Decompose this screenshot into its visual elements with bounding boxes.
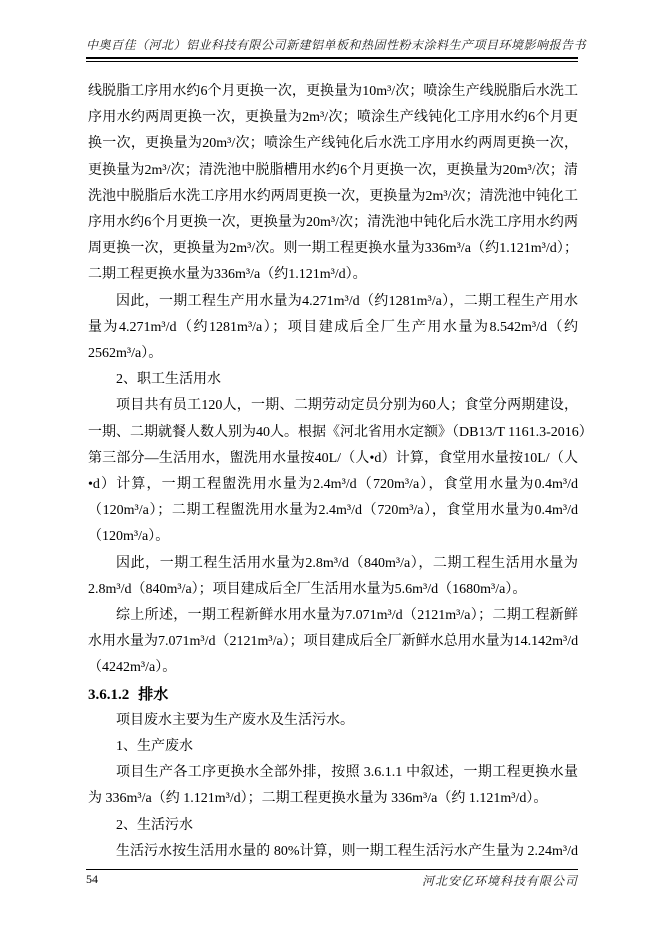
text-line: 序用水约两周更换一次，更换量为2m³/次；喷涂生产线钝化工序用水约6个月更 <box>88 110 578 126</box>
text-line: 2.8m³/d（840m³/a）；项目建成后全厂生活用水量为5.6m³/d（1680m³/a）。 <box>88 581 527 597</box>
text-line: 量为4.271m³/d（约1281m³/a）；项目建成后全厂生产用水量为8.542m³/d（约 <box>88 319 578 335</box>
text-line: 第三部分—生活用水，盥洗用水量按40L/（人•d）计算，食堂用水量按10L/（人 <box>88 450 578 466</box>
text-line: 项目生产各工序更换水全部外排，按照 3.6.1.1 中叙述，一期工程更换水量 <box>116 765 578 781</box>
section-heading-text: 排水 <box>138 685 169 703</box>
text-line: 项目共有员工120人，一期、二期劳动定员分别为60人；食堂分两期建设， <box>116 398 578 414</box>
page-header <box>86 36 587 62</box>
text-line: 因此，一期工程生活用水量为2.8m³/d（840m³/a），二期工程生活用水量为 <box>116 555 578 571</box>
text-line: （120m³/a）。 <box>88 529 170 545</box>
text-line: 更换量为2m³/次；清洗池中脱脂槽用水约6个月更换一次，更换量为20m³/次；清 <box>88 162 578 178</box>
text-line: 换一次，更换量为20m³/次；喷涂生产线钝化后水洗工序用水约两周更换一次， <box>88 136 578 152</box>
section-heading-number: 3.6.1.2 <box>88 686 130 703</box>
text-line: 一期、二期就餐人数人别为40人。根据《河北省用水定额》（DB13/T 1161.3-2016） <box>88 424 593 440</box>
text-line: 项目废水主要为生产废水及生活污水。 <box>116 712 354 728</box>
text-line: 因此，一期工程生产用水量为4.271m³/d（约1281m³/a），二期工程生产用水 <box>116 293 578 309</box>
text-line: 水用水量为7.071m³/d（2121m³/a）；项目建成后全厂新鲜水总用水量为14.142m³/d <box>88 634 579 650</box>
header-rule <box>86 57 578 62</box>
text-line: 周更换一次，更换量为2m³/次。则一期工程更换水量为336m³/a（约1.121m³/d）； <box>88 241 578 257</box>
text-line: 2562m³/a）。 <box>88 346 163 362</box>
text-line: 2、职工生活用水 <box>116 372 221 388</box>
section-heading <box>88 682 578 708</box>
text-line: 二期工程更换水量为336m³/a（约1.121m³/d）。 <box>88 267 367 283</box>
text-line: 序用水约6个月更换一次，更换量为20m³/次；清洗池中钝化后水洗工序用水约两 <box>88 215 578 231</box>
page-footer <box>86 869 578 889</box>
header-title: 中奥百佳（河北）铝业科技有限公司新建铝单板和热固性粉末涂料生产项目环境影响报告书 <box>86 38 587 52</box>
text-line: 1、生产废水 <box>116 739 193 755</box>
text-line: 综上所述，一期工程新鲜水用水量为7.071m³/d（2121m³/a）；二期工程新鲜 <box>116 608 578 624</box>
page-number: 54 <box>86 872 98 886</box>
text-line: 生活污水按生活用水量的 80%计算，则一期工程生活污水产生量为 2.24m³/d <box>116 843 578 859</box>
footer-company: 河北安亿环境科技有限公司 <box>421 874 578 888</box>
text-line: 洗池中脱脂后水洗工序用水约两周更换一次，更换量为2m³/次；清洗池中钝化工 <box>88 188 578 204</box>
document-body <box>88 79 593 865</box>
text-line: （120m³/a）；二期工程盥洗用水量为2.4m³/d（720m³/a），食堂用水量为0.4m³/d <box>88 503 578 519</box>
text-line: 2、生活污水 <box>116 817 193 833</box>
text-line: •d）计算，一期工程盥洗用水量为2.4m³/d（720m³/a），食堂用水量为0.4m³/d <box>88 477 578 493</box>
text-line: 为 336m³/a（约 1.121m³/d）；二期工程更换水量为 336m³/a（约 1.121m³/d）。 <box>88 791 548 807</box>
text-line: （4242m³/a）。 <box>88 660 177 676</box>
text-line: 线脱脂工序用水约6个月更换一次，更换量为10m³/次；喷涂生产线脱脂后水洗工 <box>88 84 578 99</box>
